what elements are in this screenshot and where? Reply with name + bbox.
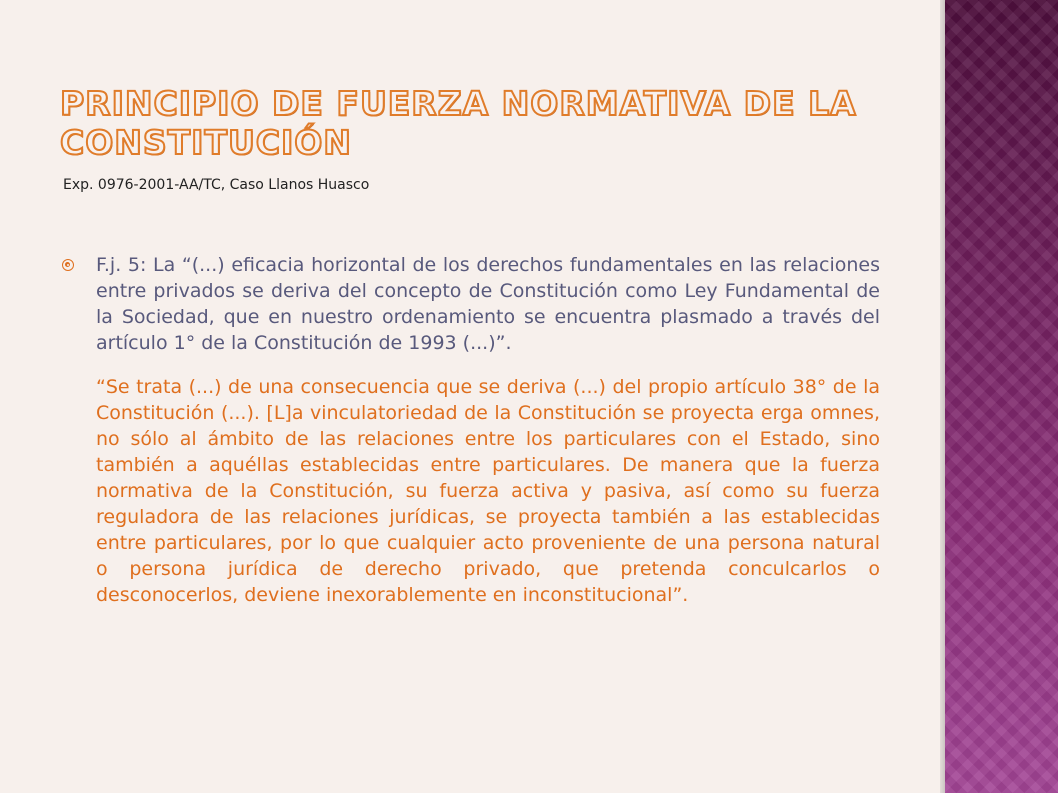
paragraph-2-text: “Se trata (...) de una consecuencia que se deriva (...) del propio artículo 38° de la Constitución (...). [L]a vinculatoriedad de la Constitución se proyecta erga omnes, no sólo al ámbito de las relaciones entre los particulares con el Estado, sino también a aquéllas establecidas entre particulares. De manera que la fuerza normativa de la Constitución, su fuerza activa y pasiva, así como su fuerza reguladora de las relaciones jurídicas, se proyecta también a las establecidas entre particulares, por lo que cualquier acto proveniente de una persona natural o persona jurídica de derecho privado, que pretenda conculcarlos o desconocerlos, deviene inexorablemente en inconstitucional”. — [96, 376, 880, 606]
slide-subtitle: Exp. 0976-2001-AA/TC, Caso Llanos Huasco — [63, 177, 370, 193]
slide-title: PRINCIPIO DE FUERZA NORMATIVA DE LA CONSTITUCIÓN — [60, 84, 857, 162]
target-bullet-icon — [62, 259, 74, 271]
slide-content — [62, 252, 880, 608]
quote-paragraph-2 — [62, 374, 880, 608]
bullet-paragraph-1 — [62, 252, 880, 356]
decorative-side-panel — [945, 0, 1058, 793]
paragraph-1-text: F.j. 5: La “(...) eficacia horizontal de los derechos fundamentales en las relaciones entre privados se deriva del concepto de Constitución como Ley Fundamental de la Sociedad, que en nuestro ordenamiento se encuentra plasmado a través del artículo 1° de la Constitución de 1993 (...)”. — [96, 254, 880, 354]
